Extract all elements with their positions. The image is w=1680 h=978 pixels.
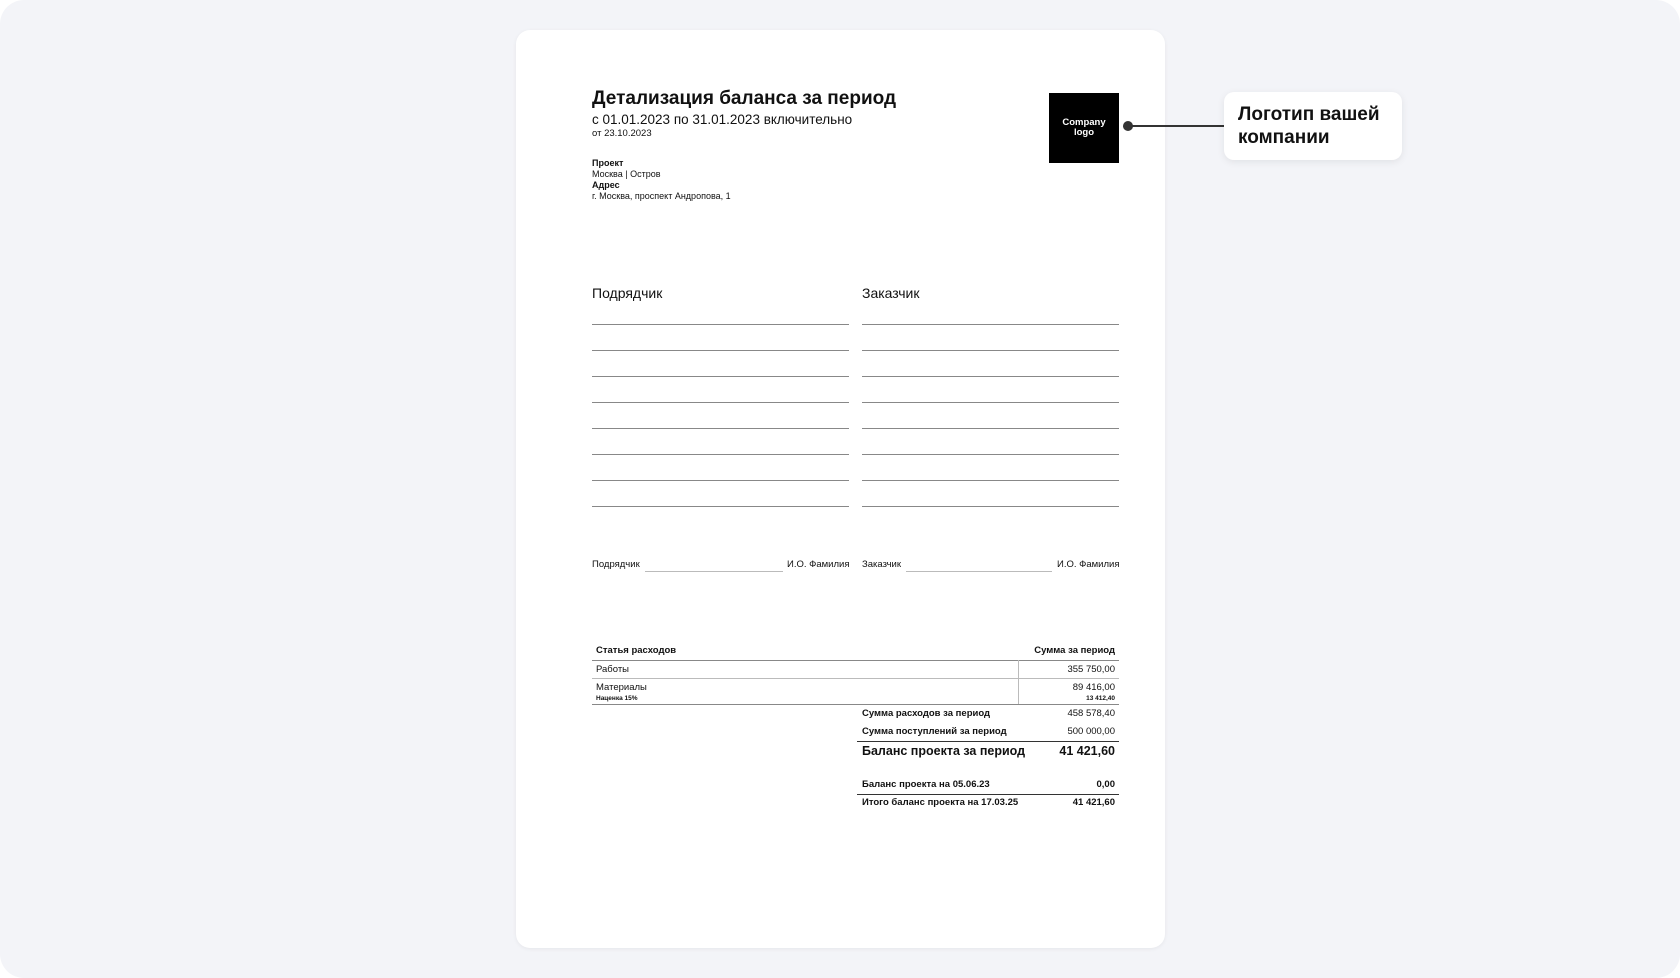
balance-total-label: Итого баланс проекта на 17.03.25 [862,797,1019,808]
total-expenses-value: 458 578,40 [1067,708,1115,719]
contractor-heading: Подрядчик [592,285,663,301]
customer-heading: Заказчик [862,285,920,301]
callout-connector-line [1128,125,1224,127]
document-period: с 01.01.2023 по 31.01.2023 включительно [592,112,853,127]
table-row-subitem: Наценка 15% [596,695,638,702]
fill-line [592,324,849,325]
table-row-item: Материалы [596,682,647,693]
totals-divider [857,741,1119,742]
balance-total-value: 41 421,60 [1072,797,1115,808]
total-income-value: 500 000,00 [1067,726,1115,737]
customer-sign-label: Заказчик [862,559,902,570]
project-value: Москва | Остров [592,169,661,179]
total-income-label: Сумма поступлений за период [862,726,1007,737]
column-header-amount: Сумма за период [1034,645,1115,656]
fill-line [862,376,1119,377]
address-label: Адрес [592,180,620,190]
address-value: г. Москва, проспект Андропова, 1 [592,191,731,201]
fill-line [862,324,1119,325]
table-row-subamount: 13 412,40 [1086,695,1115,702]
table-row-amount: 89 416,00 [1072,682,1115,693]
table-divider [592,704,1119,705]
customer-sign-line [906,571,1052,572]
contractor-sign-line [645,571,783,572]
total-expenses-label: Сумма расходов за период [862,708,991,719]
document-title: Детализация баланса за период [592,88,897,109]
fill-line [862,402,1119,403]
table-divider [592,660,1119,661]
fill-line [592,480,849,481]
fill-line [862,506,1119,507]
document-page [516,30,1165,948]
logo-text: Company logo [1062,117,1106,138]
callout-text: Логотип вашей компании [1238,104,1380,148]
period-balance-label: Баланс проекта за период [862,744,1026,758]
table-row-amount: 355 750,00 [1067,664,1115,675]
fill-line [862,350,1119,351]
fill-line [592,402,849,403]
period-balance-value: 41 421,60 [1059,744,1115,758]
fill-line [592,454,849,455]
fill-line [862,480,1119,481]
contractor-sign-name: И.О. Фамилия [787,559,850,570]
company-logo [1049,93,1119,163]
document-date: от 23.10.2023 [592,128,652,139]
table-row-item: Работы [596,664,629,675]
column-header-item: Статья расходов [596,645,677,656]
table-divider [592,678,1119,679]
fill-line [862,428,1119,429]
column-divider [1018,660,1019,704]
customer-sign-name: И.О. Фамилия [1057,559,1120,570]
fill-line [592,376,849,377]
contractor-sign-label: Подрядчик [592,559,640,570]
logo-callout [1224,92,1402,160]
balance-divider [857,794,1119,795]
fill-line [592,506,849,507]
project-label: Проект [592,158,624,168]
fill-line [592,350,849,351]
balance-start-label: Баланс проекта на 05.06.23 [862,779,990,790]
fill-line [592,428,849,429]
fill-line [862,454,1119,455]
balance-start-value: 0,00 [1096,779,1115,790]
